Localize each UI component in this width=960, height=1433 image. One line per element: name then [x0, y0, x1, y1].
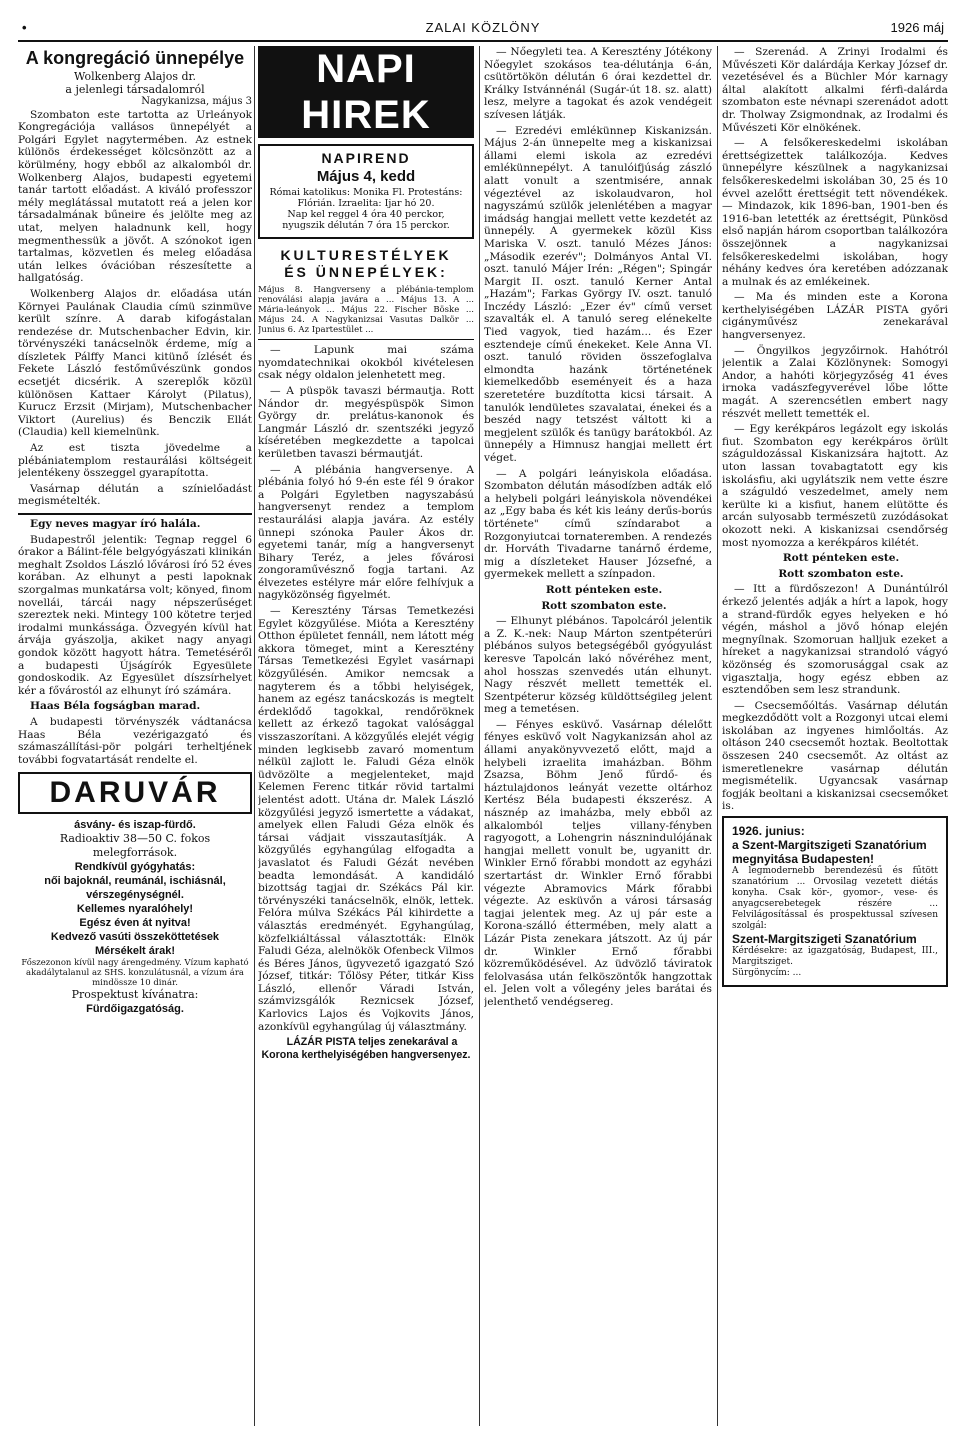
- napirend-date: Május 4, kedd: [316, 167, 416, 185]
- column-rule: [254, 46, 255, 1426]
- ad-line: Egész éven át nyitva!: [79, 917, 191, 930]
- paragraph: — A felsőkereskedelmi iskolában érettségizettek találkozója. Kedves ünnepélyre készülnek a nagykanizsai felsőkereskedelmi iskolában 30, 25 és 10 évvel azelőtt érettségit tett növendékek. — Mindazok, kik 1896-ban, 1901-ben és 1916-ban letették az érettségit, Pünkösd első napján három csoportban találkozóra összejönnek a nagykanizsai felsőkereskedelmi iskolában, hogy néhány kedves óra keretében adózzanak a mulnak és az emlékeinek.: [722, 137, 948, 288]
- paragraph: — A püspök tavaszi bérmautja. Rott Nándor dr. megyéspüspök Simon György dr. prelátus-kanonok és Langmár László dr. szentszéki jegyző kíséretében megkezdette a tapolcai kerületben tavaszi bérmautját.: [258, 384, 474, 460]
- paragraph: A budapesti törvényszék vádtanácsa Haas Béla vezérigazgató és számaszállítási-pör polgári terheltjének további fogvatartását rendelte el.: [18, 715, 252, 766]
- column-1: [18, 46, 252, 1426]
- paragraph: — Csecsemőóltás. Vasárnap délután megkezdődött volt a Rozgonyi utcai elemi iskolában az ingyenes himlőoltás. Az oltáson 240 csecsemőt hoztak. Beoltottak összesen 240 csecsemőt. Az oltást az ismeretlenekre vasárnap délután megismételik. Ugyancsak vasárnap fogják beoltani a kiskanizsai csecsemőket is.: [722, 699, 948, 813]
- napirend-title: NAPIREND: [321, 150, 411, 166]
- paragraph: Szombaton este tartotta az Urleányok Kongregációja vallásos ünnepélyét a Polgári Egylet nagytermében. Az estnek különös érdekességet kölcsönzött az a körülmény, hogy ebből az alkalomból dr. Wolkenberg Alajos, budapesti egyetemi tanár tartott előadást. A kiváló professzor mély meglátással mutatott reá a jelen kor társadalmának bűneire és jelölte meg az utat, melyen haladnunk kell, hogy megmenthessük a jövőt. A szónokot igen tartalmas, közvetlen és meleg előadása után lelkes óvációban részesítette a hallgatóság.: [18, 108, 252, 285]
- napirend-line: Nap kel reggel 4 óra 40 perckor, nyugszik délután 7 óra 15 perckor.: [282, 209, 450, 232]
- rott-ad: Rott szombaton este.: [778, 567, 904, 580]
- rott-ad: Rott pénteken este.: [782, 552, 900, 565]
- column-rule: [717, 46, 718, 1426]
- paragraph: — Öngyilkos jegyzőirnok. Hahótról jelentik a Zalai Közlönynek: Somogyi Andor, a hahóti körjegyzőség 41 éves irnoka vadászfegyverével lőbe lőtte magát. A szerencsétlen embert nagy részvét mellett temették el.: [722, 344, 948, 420]
- dateline: Nagykanizsa, május 3: [141, 96, 252, 107]
- paragraph: — Fényes esküvő. Vasárnap délelőtt fényes esküvő volt Nagykanizsán ahol az állami anyakönyvvezető előtt, majd a helybeli izraelita imaházban. Böhm Zsazsa, Böhm Jenő fűrdő- és háztulajdonos leányát vezette oltárhoz Kertész Béla budapesti ékszerész. A násznép az imaházba, mely ebből az alkalomból teljes villany-fényben ragyogott, a Lohengrin násznindulójának hangjai mellett vonult be, ugyanitt dr. Winkler Ernő főrabbi mondott az egyházi szertartást dr. Winkler Ernő főrabbi végezte Abramovics Márk főrabbi végezte. Az esküvőn a városi társaság tagjai jelentek meg. Az uj pár este a Korona-szálló éttermében, mely alatt a Lázár Pista zenekara játszott. Az új pár dr. Winkler Ernő főrabbi közreműködésével. Az üdvözlő táviratok felolvasása után felköszöntők hangzottak el. Jelen volt a vőlegény jeles barátai és jelenthető vendégsereg.: [484, 718, 712, 1008]
- rott-ad: Rott pénteken este.: [545, 583, 663, 596]
- ad-line: ásvány- és iszap-fürdő.: [74, 819, 196, 832]
- ad-line: Szent-Margitszigeti Szanatórium: [732, 932, 917, 947]
- napi-hirek-banner: NAPI HIREK: [258, 46, 474, 138]
- paragraph: — Nőegyleti tea. A Keresztény Jótékony Nőegylet szokásos tea-délutánja 6-án, csütörtökön délután 6 órai kezdettel dr. Králky Istvánnénál (Sugár-út 18. sz. alatt) lesz, melyre a tagokat és azok vendégeit szívesen látják.: [484, 46, 712, 121]
- article-subtitle: a jelenlegi társadalomról: [65, 83, 205, 96]
- paragraph: Budapestről jelentik: Tegnap reggel 6 órakor a Bálint-féle belgyógyászati klinikán meghalt Zsoldos László lővárosi író 52 éves korában. Az elhunyt a pesti lapoknak szorgalmas munkatársa volt; könyed, finom novellái, tárcái nagy népszerűséget szereztek neki. Mintegy 100 kötetre terjed irodalmi munkássága. Özvegyén kívül hat árvája gyászolja, akiket nagy anyagi gondok között hagyott hátra. Temetéséről a budapesti Újságírók Egyesülete gondoskodik. Az Egyesület díszsírhelyet kér a fővárostól az elhunyt író számára.: [18, 533, 252, 697]
- ad-line: női bajoknál, reumánál, ischiásnál, vérszegénységnél.: [44, 875, 226, 902]
- column-2: [258, 46, 474, 1426]
- lazar-pista-notice: LÁZÁR PISTA teljes zenekarával a Korona kerthelyiségében hangversenyez.: [261, 1036, 471, 1061]
- ad-line: Prospektust kívánatra:: [71, 988, 199, 1002]
- paragraph: — Ezredévi emlékünnep Kiskanizsán. Május 2-án ünnepelte meg a kiskanizsai állami elemi iskola az ezredévi emlékünnepélyt. A tanulóifjúság zászló alatt vonult a szentmisére, annak végeztével az iskolaudvaron, hol nagyszámú szülők jelenlétében a magyar imádság hangjai mellett vette kezdetét az ünnepély. A gyermekek közül Kiss Mariska V. oszt. tanuló Mézes János: „Második ezerév"; Dolmányos Antal VI. oszt. tanuló Májer Irén: „Régen"; Spingár Margit II. oszt. tanuló Kerner Antal „Hazám"; Farkas György IV. oszt. tanuló Inczédy László: „Ezer év" című verset szavalták el. A tanuló sereg elénekelte Tied vagyok, tied hazám... és Ezer esztendeje című énekeket. Kele Anna VI. oszt. tanuló röviden összefoglalva elmondta hazánk történetének kiemelkedőbb eseményeit és a haza szeretetére buzdította kicsi társait. A tanulók lendületes szavalatai, énekei és a beszéd nagy tetszést váltott ki a megjelent szülők és tanügy barátokból. Az ünnepély a Himnusz hangjai mellett ért véget.: [484, 124, 712, 464]
- napirend-line: Római katolikus: Monika Fl. Protestáns: Flórián. Izraelita: Ijar hó 20.: [269, 187, 463, 210]
- daruvar-ad-title: DARUVÁR: [18, 772, 252, 814]
- daruvar-ad: [18, 818, 252, 1016]
- column-4: [722, 46, 948, 1426]
- ad-line: Rendkívül gyógyhatás:: [74, 861, 196, 874]
- ad-line: megnyitása Budapesten!: [732, 852, 875, 867]
- ad-line: Kérdésekre: az igazgatóság, Budapest, III., Margitsziget.: [732, 946, 938, 968]
- ad-line: Kedvező vasúti összeköttetések: [50, 931, 220, 944]
- paragraph: Az est tiszta jövedelme a plébániatemplom restaurálási költségeit jelentékeny összeggel gyarapította.: [18, 442, 252, 480]
- ad-line: A legmodernebb berendezésű és fűtött szanatórium ... Orvosilag vezetett diétás konyha. Csak kör-, gyomor-, vese- és anyagcserebetegek részére ... Felvilágosítással és prospektussal szívesen szolgál:: [732, 866, 938, 932]
- separator: [258, 339, 474, 340]
- ad-line: Fürdőigazgatóság.: [86, 1003, 184, 1016]
- rott-ad: Rott szombaton este.: [541, 599, 667, 612]
- event-list: Május 8. Hangverseny a plébánia-templom renoválási alapja javára a ... Május 13. A ... Mária-leányok ... Május 22. Fischer Böske ... Május 24. A Nagykanizsai Vasutas Dalkör ... Junius 6. Az Ipartestület ...: [258, 285, 474, 336]
- paragraph: — Ma és minden este a Korona kerthelyiségében LÁZÁR PISTA győri cigányművész zenekarával hangversenyez.: [722, 291, 948, 342]
- paragraph: — A polgári leányiskola előadása. Szombaton délután másodízben adták elő a helybeli polgári leányiskola növendékei az „Egy baba és két kis leány derűs-borús története" című színdarabot a Rozgonyiutcai tornateremben. A rendezés dr. Horváth Tivadarne tanárnő érdeme, mig a díszleteket Hauser Józsefné, a gyermekek mellett a színpadon.: [484, 467, 712, 581]
- ad-line: Kellemes nyaralóhely!: [76, 903, 194, 916]
- column-rule: [479, 46, 480, 1426]
- heading-line: ÉS ÜNNEPÉLYEK:: [284, 264, 448, 281]
- ad-line: Radioaktiv 38—50 C. fokos melegforrások.: [59, 832, 211, 860]
- heading-line: KULTURESTÉLYEK: [280, 247, 452, 264]
- paragraph: — Elhunyt plébános. Tapolcáról jelentik a Z. K.-nek: Naup Márton szentpéterúri plébános sulyos betegségéből gyógyulást keresve Tapolcán lakó nővéréhez ment, ahol hosszas szenvedés után elhunyt. Nagy részvét mellett temették el. Szentpéterur község küldöttségileg jelent meg a temetésen.: [484, 615, 712, 716]
- paragraph: — Keresztény Társas Temetkezési Egylet közgyűlése. Mióta a Keresztény Otthon épületet fennáll, nem látott még akkora tömeget, mint a Keresztény Társas Temetkezési Egylet vasárnapi közgyűlésén. Amikor nemcsak a nagyterem és a tőbbi helyiségek, hanem az egész tanácskozás is megtelt érdeklődő tagokkal, rendőröknek kellett az érkező tagokat valósággal visszaszorítani. A közgyűlés elejét végig minden legkisebb zavaró momentum nélkül zajlott le. Faludi Géza elnök üdvözölte a megjelenteket, majd Kelemen Ferenc titkár rövid tartalmi jelentést adott. Utána dr. Malek László közgyűlési jegyző ismertette a vádakat, amelyek ellen Faludi Géza elnök és társai vádjait visszautasítják. A közgyűlés egyhangúlag elfogadta a javaslatot és Faludi Gézát nevében beadta lemondását. A kandidáló bizottság tagjai dr. Székács Pál kir. törvényszéki tanácselnök, elnök, lettek. Felóra múlva Székács Pál kihirdette a választás eredményét. Egyhangúlag, közfelkiáltással választották: Elnök Faludi Géza, alelnökök Ofenbeck Vilmos és Béres János, ügyvezető igazgató Szó József, titkár: Tőlösy Péter, titkár Kiss László, ellenőr Váradi István, számvizsgálók Reznicsek József, Karlovics Lajos és Vojkovits János, azonkívül egyhangúlag új választmány.: [258, 605, 474, 1033]
- ad-line: Mérsékelt árak!: [94, 945, 176, 958]
- paragraph: Vasárnap délután a színielőadást megismételték.: [18, 482, 252, 508]
- napirend-box: [258, 144, 474, 239]
- page-header: [18, 18, 948, 42]
- paragraph: — Lapunk mai száma nyomdatechnikai okokból kivételesen csak négy oldalon jelenhetett meg.: [258, 344, 474, 382]
- header-date: 1926 máj: [890, 20, 944, 35]
- ad-line: Sürgönycím: ...: [732, 968, 802, 979]
- header-mark: •: [22, 20, 27, 35]
- paragraph: — Szerenád. A Zrinyi Irodalmi és Művészeti Kör dalárdája Kerkay József dr. vezetésével és a Büchler Mór karnagy által alakított alkalmi férfi-dalárda szombaton este névnapi szerenádot adott dr. Tholway Zsigmondnak, az Irodalmi és Művészeti Kör elnökének.: [722, 46, 948, 134]
- paragraph: — A plébánia hangversenye. A plébánia folyó hó 9-én este fél 9 órakor a Polgári Egyletben nagyszabású hangversenyt rendez a templom restaurálási alapja javára. Az estély ünnepi szónoka Pauler Ákos dr. egyetemi tanár, míg a hangversenyt Bihary Teréz, a jeles fővárosi zongoraművésznő fogja tartani. Az élvezetes estélyre már előre felhívjuk a nagyközönség figyelmét.: [258, 463, 474, 602]
- kulturestelyek-heading: [258, 247, 474, 281]
- ad-line: Főszezonon kívül nagy árengedmény. Vízum kapható akadálytalanul az SHS. konzulátusnál, a vízum ára mindössze 10 dinár.: [21, 958, 249, 989]
- news-headline: Haas Béla fogságban marad.: [30, 700, 201, 713]
- separator: [18, 513, 252, 515]
- article-subtitle: Wolkenberg Alajos dr.: [73, 70, 197, 83]
- news-headline: Egy neves magyar író halála.: [30, 518, 201, 530]
- sanatorium-ad: [722, 816, 948, 987]
- ad-line: a Szent-Margitszigeti Szanatórium: [732, 838, 927, 853]
- article-title: A kongregáció ünnepélye: [25, 48, 245, 68]
- paragraph: — Egy kerékpáros legázolt egy iskolás fiut. Szombaton egy kerékpáros örült száguldozással Kiskanizsára hajtott. Az uton lassan tovabagtatott egy kis iskolásfiu, aki ugylátszik nem vette észre a száguldó veszedelmet, amely nem kerülte ki a kisfiut, hanem elütötte és arcán sulyosabb természetü zuzódásokat okozott neki. A kiskanizsai csendőrség most nyomozza a kerékpáros kilétét.: [722, 423, 948, 549]
- ad-line: 1926. junius:: [732, 824, 805, 839]
- newspaper-name: ZALAI KÖZLÖNY: [425, 20, 541, 35]
- column-3: [484, 46, 712, 1426]
- paragraph: — Itt a fürdőszezon! A Dunántúlról érkező jelentés adják a hírt a lapok, hogy a strand-fürdők egyes helyeken e hó végén, máshol a jövő hónap elején megnyílnak. Szomoruan halljuk ezeket a híreket a nagykanizsai strandoló vágyó közönség és szomorusággal csak az vigasztalja, hogy egész ebben az esztendőben sem lesz strandunk.: [722, 583, 948, 697]
- paragraph: Wolkenberg Alajos dr. előadása után Környei Paulának Claudia címü szinmüve került színre. A darab kifogástalan rendezése dr. Mutschenbacher Edvin, kir. törvényszéki tanácselnök érdeme, míg a díszletek Pálffy Manci kitünő ízlését és Fekete László festőművészünk gondos ecsetjét dicsérik. A szereplők közül különösen Kattaer Károlyt (Pilatus), Kurucz Erzsit (Mirjam), Mutschenbacher Viktort (Aurelius) és Benczik Ellát (Claudia) kell kiemelnünk.: [18, 287, 252, 439]
